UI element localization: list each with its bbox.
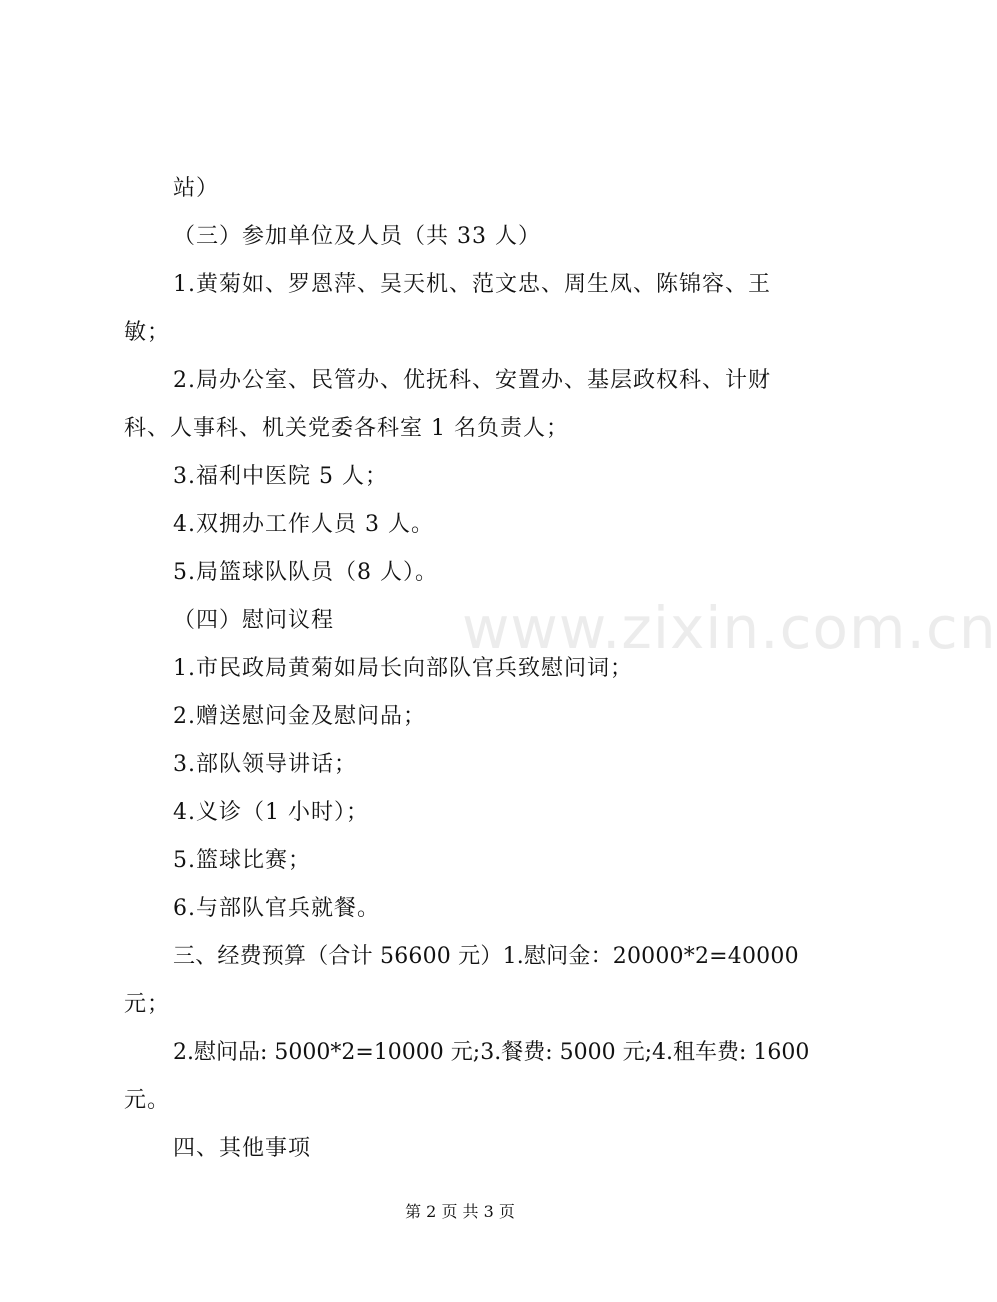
text-line-7: 3.福利中医院 5 人；: [173, 464, 388, 489]
text-line-9: 5.局篮球队队员（8 人）。: [173, 560, 438, 585]
page-footer: 第 2 页 共 3 页: [405, 1202, 515, 1221]
text-line-3-content: 1.黄菊如、罗恩萍、吴天机、范文忠、周生凤、陈锦容、王: [173, 272, 771, 297]
text-line-14: 4.义诊（1 小时）；: [173, 800, 369, 825]
watermark: www.zixin.com.cn: [462, 594, 997, 662]
text-line-1: 站）: [173, 176, 220, 201]
section-heading-other: 四、其他事项: [173, 1136, 312, 1161]
text-line-3: [173, 270, 804, 300]
text-line-6: 科、人事科、机关党委各科室 1 名负责人；: [124, 416, 569, 441]
text-line-12: 2.赠送慰问金及慰问品；: [173, 704, 426, 729]
section-heading-budget: 三、经费预算（合计 56600 元）1.慰问金：20000*2=40000: [173, 944, 799, 969]
text-line-16: 6.与部队官兵就餐。: [173, 896, 380, 921]
text-line-11: 1.市民政局黄菊如局长向部队官兵致慰问词；: [173, 656, 633, 681]
text-line-13: 3.部队领导讲话；: [173, 752, 357, 777]
text-line-8: 4.双拥办工作人员 3 人。: [173, 512, 434, 537]
text-line-4: 敏；: [124, 320, 171, 345]
text-line-5: 2.局办公室、民管办、优抚科、安置办、基层政权科、计财: [173, 368, 771, 393]
text-line-15: 5.篮球比赛；: [173, 848, 311, 873]
text-line-20: 元。: [124, 1088, 171, 1113]
text-line-18: 元；: [124, 992, 171, 1017]
section-heading-participants: （三）参加单位及人员（共 33 人）: [173, 224, 541, 249]
text-line-19: 2.慰问品: 5000*2=10000 元;3.餐费: 5000 元;4.租车费: 1600: [173, 1040, 810, 1065]
section-heading-agenda: （四）慰问议程: [173, 608, 335, 633]
